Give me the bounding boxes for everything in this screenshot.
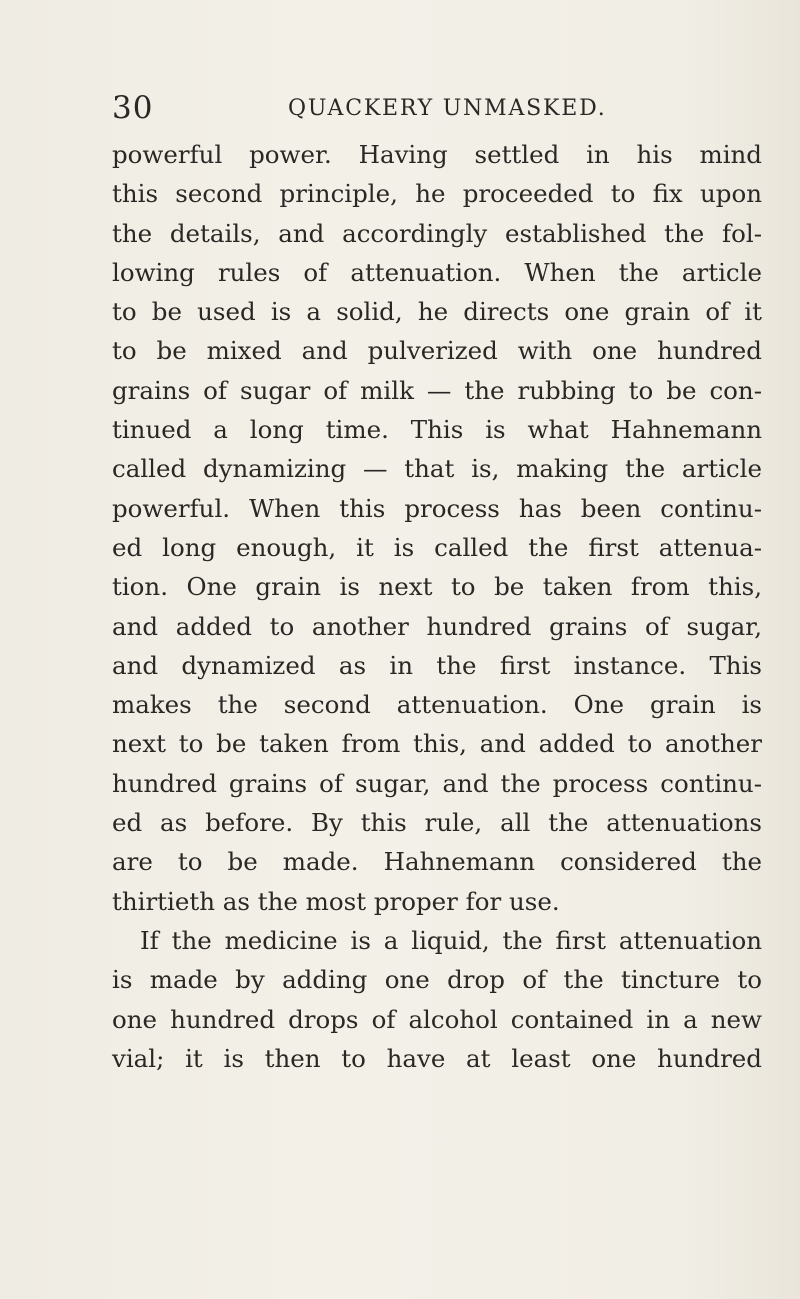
text-line: vial; it is then to have at least one hundred: [112, 1043, 762, 1073]
text-line: next to be taken from this, and added to another: [112, 729, 762, 759]
page-number: 30: [112, 90, 154, 126]
running-title: QUACKERY UNMASKED.: [288, 96, 607, 121]
text-line: tinued a long time. This is what Hahnemann: [112, 415, 762, 445]
text-line: makes the second attenuation. One grain is: [112, 690, 762, 720]
text-line-paragraph-end: thirtieth as the most proper for use.: [112, 886, 560, 916]
text-line: powerful power. Having settled in his mind: [112, 140, 762, 169]
text-line-paragraph-start: If the medicine is a liquid, the first attenuation: [140, 925, 762, 955]
text-line: hundred grains of sugar, and the process continu-: [112, 768, 762, 798]
text-line: ed long enough, it is called the first attenua-: [112, 532, 762, 562]
text-line: tion. One grain is next to be taken from this,: [112, 572, 762, 602]
text-line: and dynamized as in the first instance. This: [112, 650, 762, 680]
text-line: are to be made. Hahnemann considered the: [112, 847, 762, 877]
text-line: the details, and accordingly established the fol-: [112, 218, 762, 248]
text-line: ed as before. By this rule, all the attenuations: [112, 808, 762, 838]
text-line: is made by adding one drop of the tincture to: [112, 965, 762, 995]
text-line: to be mixed and pulverized with one hundred: [112, 336, 762, 366]
text-line: this second principle, he proceeded to fix upon: [112, 179, 762, 209]
body-text: [112, 135, 762, 1078]
text-line: lowing rules of attenuation. When the article: [112, 257, 762, 287]
text-line: one hundred drops of alcohol contained in a new: [112, 1004, 762, 1034]
text-line: grains of sugar of milk — the rubbing to be con-: [112, 375, 762, 405]
text-line: and added to another hundred grains of sugar,: [112, 611, 762, 641]
text-line: to be used is a solid, he directs one grain of it: [112, 297, 762, 327]
text-line: powerful. When this process has been continu-: [112, 493, 762, 523]
page-header: [112, 88, 762, 128]
text-line: called dynamizing — that is, making the article: [112, 454, 762, 484]
